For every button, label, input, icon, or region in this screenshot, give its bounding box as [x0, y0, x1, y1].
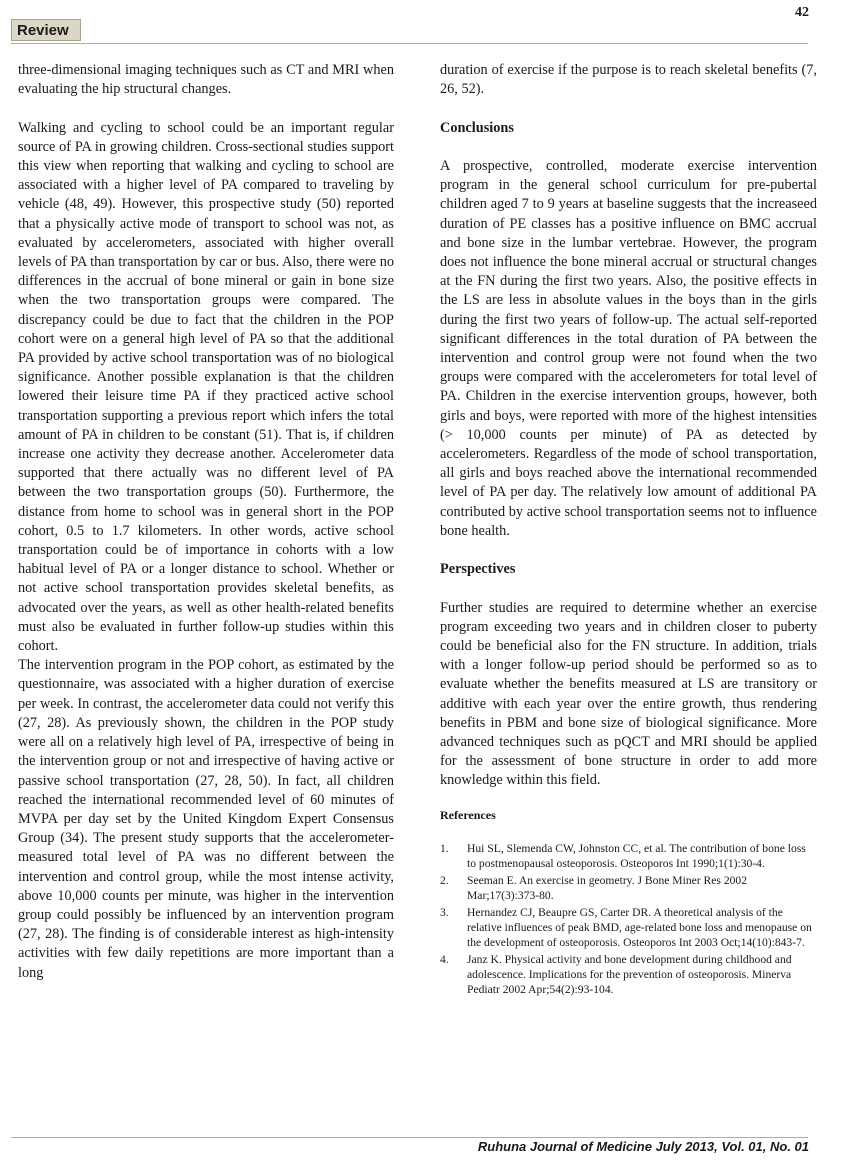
left-column [18, 61, 394, 983]
reference-item [440, 841, 817, 871]
references-heading: References [440, 807, 496, 822]
reference-number: 4. [440, 952, 449, 966]
reference-number: 3. [440, 905, 449, 919]
perspectives-heading: Perspectives [440, 561, 516, 578]
right-column [440, 61, 817, 999]
conclusions-text: A prospective, controlled, moderate exercise intervention program in the general school curriculum for pre-pubertal children aged 7 to 9 years at baseline suggests that the increaseed duration of PE classes has a positive influence on BMC accrual and bone size in the lumbar vertebrae. However, the program does not influence the bone mineral accrual or structural changes at the FN during the first two years. Also, the positive effects in the LS are less in absolute values in the boys than in the girls during the first two years of follow-up. The actual self-reported significant differences in the total duration of PA between the intervention and control group were not found when the two groups were compared with the accelerometers for total level of PA. Children in the exercise intervention groups, however, both girls and boys, were reported with more of the highest intensities (> 10,000 counts per minute) of PA as detected by accelerometers. Regardless of the mode of school transportation, all girls and boys reached above the international recommended level of PA per day. The relatively low amount of additional PA contributed by active school transportation seems not to influence bone health. [440, 157, 817, 539]
paragraph-intervention-program: The intervention program in the POP cohort, as estimated by the questionnaire, was associated with a higher duration of exercise per week. In contrast, the accelerometer data could not verify this (27, 28). As previously shown, the children in the POP study were all on a relatively high level of PA, irrespective of being in the intervention group or not and irrespective of having active or passive school transportation (27, 28, 50). In fact, all children reached the international recommended level of 60 minutes of MVPA per day set by the United Kingdom Expert Consensus Group (34). The present study supports that the accelerometer-measured total level of PA was no different between the intervention and control group, while the most intense activity, above 10,000 counts per minute, was higher in the intervention group could possibly be influenced by an intervention program (27, 28). The finding is of considerable interest as high-intensity activities with few daily repetitions are more important than a long [18, 657, 394, 981]
reference-text: Hernandez CJ, Beaupre GS, Carter DR. A theoretical analysis of the relative influences of peak BMD, age-related bone loss and menopause on the development of osteoporosis. Osteoporos Int 2003 Oct;14(10):843-7. [467, 905, 812, 949]
reference-item [440, 952, 817, 997]
page-number: 42 [795, 5, 809, 20]
paragraph-imaging: three-dimensional imaging techniques such as CT and MRI when evaluating the hip structural changes. [18, 62, 394, 98]
perspectives-text: Further studies are required to determine whether an exercise program exceeding two years and in children closer to puberty could be beneficial also for the FN structure. In addition, trials with a longer follow-up period should be performed so as to evaluate whether the benefits measured at LS are transitory or additive with each year over the entire growth, thus rendering benefits in PBM and bone size of biological significance. More advanced techniques such as pQCT and MRI should be applied for the assessment of bone structure in order to add more knowledge within this field. [440, 599, 817, 789]
reference-number: 2. [440, 873, 449, 887]
reference-number: 1. [440, 841, 449, 855]
reference-text: Janz K. Physical activity and bone development during childhood and adolescence. Implications for the prevention of osteoporosis. Minerva Pediatr 2002 Apr;54(2):93-104. [467, 952, 792, 996]
paragraph-continuation: duration of exercise if the purpose is to reach skeletal benefits (7, 26, 52). [440, 62, 817, 98]
header-divider [11, 43, 808, 44]
reference-item [440, 873, 817, 903]
paragraph-school-transport: Walking and cycling to school could be an important regular source of PA in growing children. Cross-sectional studies support this view when reporting that walking and cycling to school are associated with a higher level of PA compared to traveling by vehicle (48, 49). However, this prospective study (50) reported that a physically active mode of transport to school was not, as evaluated by accelerometers, associated with higher overall levels of PA than transportation by car or bus. Also, there were no differences in the accrual of bone mineral or gain in bone size when the two transportation groups were compared. The discrepancy could be due to fact that the children in the POP cohort were on a general high level of PA so that the additional PA provided by active school transportation was of no biological significance. Another possible explanation is that the children lowered their leisure time PA if they practiced active school transportation supporting a previous report which infers the total amount of PA in children to be constant (51). That is, if children increase one activity they decrease another. Accelerometer data supported that there actually was no different level of PA between the two transportation groups (50). Furthermore, the distance from home to school was in general short in the POP cohort, 0.5 to 1.7 kilometers. In other words, active school transportation could be of importance in cohorts with a low habitual level of PA or a longer distance to school. Whether or not active school transportation provides skeletal benefits, as advocated over the years, as well as other health-related benefits must also be evaluated in further follow-up studies within this cohort. [18, 119, 394, 655]
reference-list [440, 841, 817, 997]
section-label: Review [11, 19, 81, 41]
footer-divider [11, 1137, 808, 1138]
reference-item [440, 905, 817, 950]
reference-text: Seeman E. An exercise in geometry. J Bone Miner Res 2002 Mar;17(3):373-80. [467, 873, 748, 902]
journal-footer: Ruhuna Journal of Medicine July 2013, Vol. 01, No. 01 [477, 1139, 809, 1154]
conclusions-heading: Conclusions [440, 119, 514, 136]
reference-text: Hui SL, Slemenda CW, Johnston CC, et al. The contribution of bone loss to postmenopausal osteoporosis. Osteoporos Int 1990;1(1):30-4. [467, 841, 806, 870]
